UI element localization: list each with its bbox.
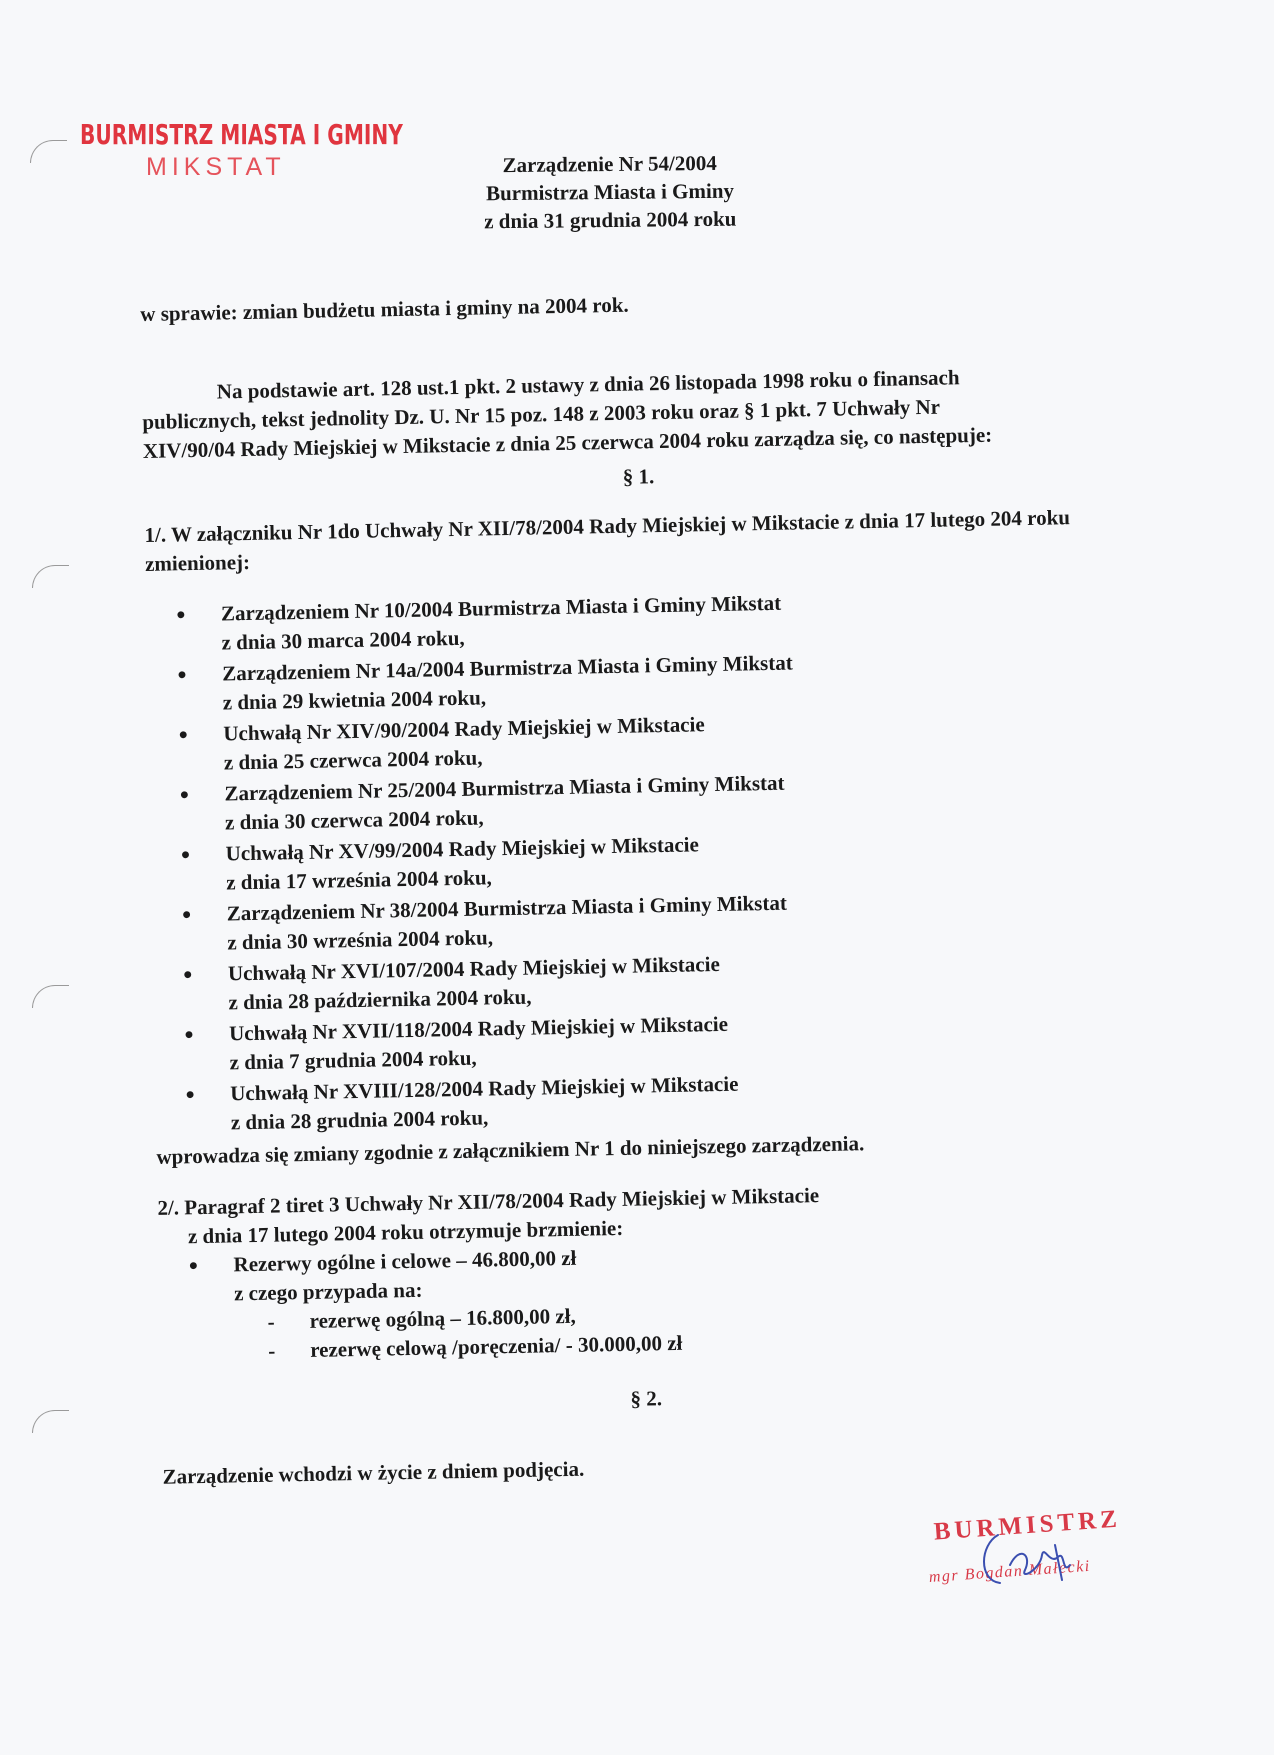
stamp-line-1: BURMISTRZ MIASTA I GMINY bbox=[80, 118, 403, 151]
amendment-title: Zarządzeniem Nr 10/2004 Burmistrza Miasta i Gminy Mikstat bbox=[220, 590, 782, 626]
dash-icon: - bbox=[267, 1338, 276, 1363]
reserve-text: Rezerwy ogólne i celowe – 46.800,00 zł bbox=[233, 1245, 577, 1277]
effective-date-statement: Zarządzenie wchodzi w życie z dniem podjęcia. bbox=[162, 1456, 585, 1489]
amendment-date: z dnia 7 grudnia 2004 roku, bbox=[229, 1045, 477, 1075]
point-1: 1/. W załączniku Nr 1do Uchwały Nr XII/78/2004 Rady Miejskiej w Mikstacie z dnia 17 lutego 204 roku zmienionej: bbox=[144, 505, 1071, 576]
bullet-icon: ● bbox=[179, 786, 190, 804]
amendment-title: Uchwałą Nr XVI/107/2004 Rady Miejskiej w Mikstacie bbox=[227, 951, 720, 986]
point-2-line-2: z dnia 17 lutego 2004 roku otrzymuje brzmienie: bbox=[187, 1215, 624, 1249]
signature-stamp-name: mgr Bogdan Małecki bbox=[928, 1557, 1092, 1587]
bullet-icon: ● bbox=[185, 1086, 196, 1104]
amendment-title: Uchwałą Nr XVIII/128/2004 Rady Miejskiej w Mikstacie bbox=[230, 1071, 739, 1106]
punch-hole-mark bbox=[30, 140, 67, 163]
amendments-list bbox=[146, 583, 1106, 1139]
amendment-title: Uchwałą Nr XIV/90/2004 Rady Miejskiej w Mikstacie bbox=[223, 712, 705, 746]
document-header bbox=[400, 148, 821, 236]
amendment-title: Zarządzeniem Nr 38/2004 Burmistrza Miasta i Gminy Mikstat bbox=[226, 890, 788, 926]
amendment-date: z dnia 30 marca 2004 roku, bbox=[221, 625, 465, 655]
amendment-date: z dnia 28 grudnia 2004 roku, bbox=[230, 1105, 489, 1135]
amendment-date: z dnia 17 września 2004 roku, bbox=[225, 865, 493, 895]
dash-icon: - bbox=[267, 1309, 275, 1334]
punch-hole-mark bbox=[32, 1410, 69, 1433]
section-1-heading: § 1. bbox=[622, 464, 655, 489]
amendment-title: Uchwałą Nr XV/99/2004 Rady Miejskiej w Mikstacie bbox=[225, 832, 700, 866]
section-2-heading: § 2. bbox=[630, 1386, 663, 1411]
header-issuer: Burmistrza Miasta i Gminy bbox=[485, 178, 735, 206]
point-2-line-1: 2/. Paragraf 2 tiret 3 Uchwały Nr XII/78/2004 Rady Miejskiej w Mikstacie bbox=[157, 1183, 820, 1220]
bullet-icon: ● bbox=[181, 906, 192, 924]
stamp-line-2: MIKSTAT bbox=[146, 153, 286, 181]
legal-basis: Na podstawie art. 128 ust.1 pkt. 2 ustawy z dnia 26 listopada 1998 roku o finansach publicznych, tekst jednolity Dz. U. Nr 15 poz. 148 z 2003 roku oraz § 1 pkt. 7 Uchwały Nr XIV/90/04 Rady Miejskiej w Mikstacie z dnia 25 czerwca 2004 roku zarządza się, co następuje: bbox=[142, 365, 993, 463]
punch-hole-mark bbox=[32, 985, 69, 1008]
amendment-date: z dnia 30 września 2004 roku, bbox=[227, 925, 494, 955]
document-body bbox=[140, 282, 1113, 1492]
amendment-date: z dnia 29 kwietnia 2004 roku, bbox=[222, 685, 487, 715]
header-date: z dnia 31 grudnia 2004 roku bbox=[484, 206, 737, 234]
amendment-title: Uchwałą Nr XVII/118/2004 Rady Miejskiej w Mikstacie bbox=[228, 1011, 729, 1046]
closing-statement: wprowadza się zmiany zgodnie z załącznikiem Nr 1 do niniejszego zarządzenia. bbox=[156, 1131, 865, 1169]
amendment-date: z dnia 25 czerwca 2004 roku, bbox=[223, 745, 483, 775]
bullet-icon: ● bbox=[182, 966, 193, 984]
bullet-icon: ● bbox=[188, 1257, 199, 1275]
reserve-subline: z czego przypada na: bbox=[233, 1277, 423, 1306]
amendment-date: z dnia 30 czerwca 2004 roku, bbox=[224, 805, 484, 835]
amendment-title: Zarządzeniem Nr 25/2004 Burmistrza Miasta i Gminy Mikstat bbox=[224, 770, 785, 806]
bullet-icon: ● bbox=[175, 606, 186, 624]
bullet-icon: ● bbox=[180, 846, 191, 864]
reserve-specific-text: rezerwę celową /poręczenia/ - 30.000,00 zł bbox=[309, 1330, 683, 1362]
punch-hole-mark bbox=[32, 565, 69, 588]
bullet-icon: ● bbox=[177, 666, 188, 684]
amendment-title: Zarządzeniem Nr 14a/2004 Burmistrza Miasta i Gminy Mikstat bbox=[221, 650, 793, 686]
handwritten-signature bbox=[970, 1525, 1090, 1595]
signature-stamp-title: BURMISTRZ bbox=[932, 1505, 1122, 1546]
header-title: Zarządzenie Nr 54/2004 bbox=[502, 150, 717, 178]
reserve-general-text: rezerwę ogólną – 16.800,00 zł, bbox=[309, 1303, 576, 1333]
bullet-icon: ● bbox=[183, 1026, 194, 1044]
subject-line: w sprawie: zmian budżetu miasta i gminy na 2004 rok. bbox=[140, 292, 629, 326]
bullet-icon: ● bbox=[178, 726, 189, 744]
amendment-date: z dnia 28 października 2004 roku, bbox=[228, 984, 532, 1015]
